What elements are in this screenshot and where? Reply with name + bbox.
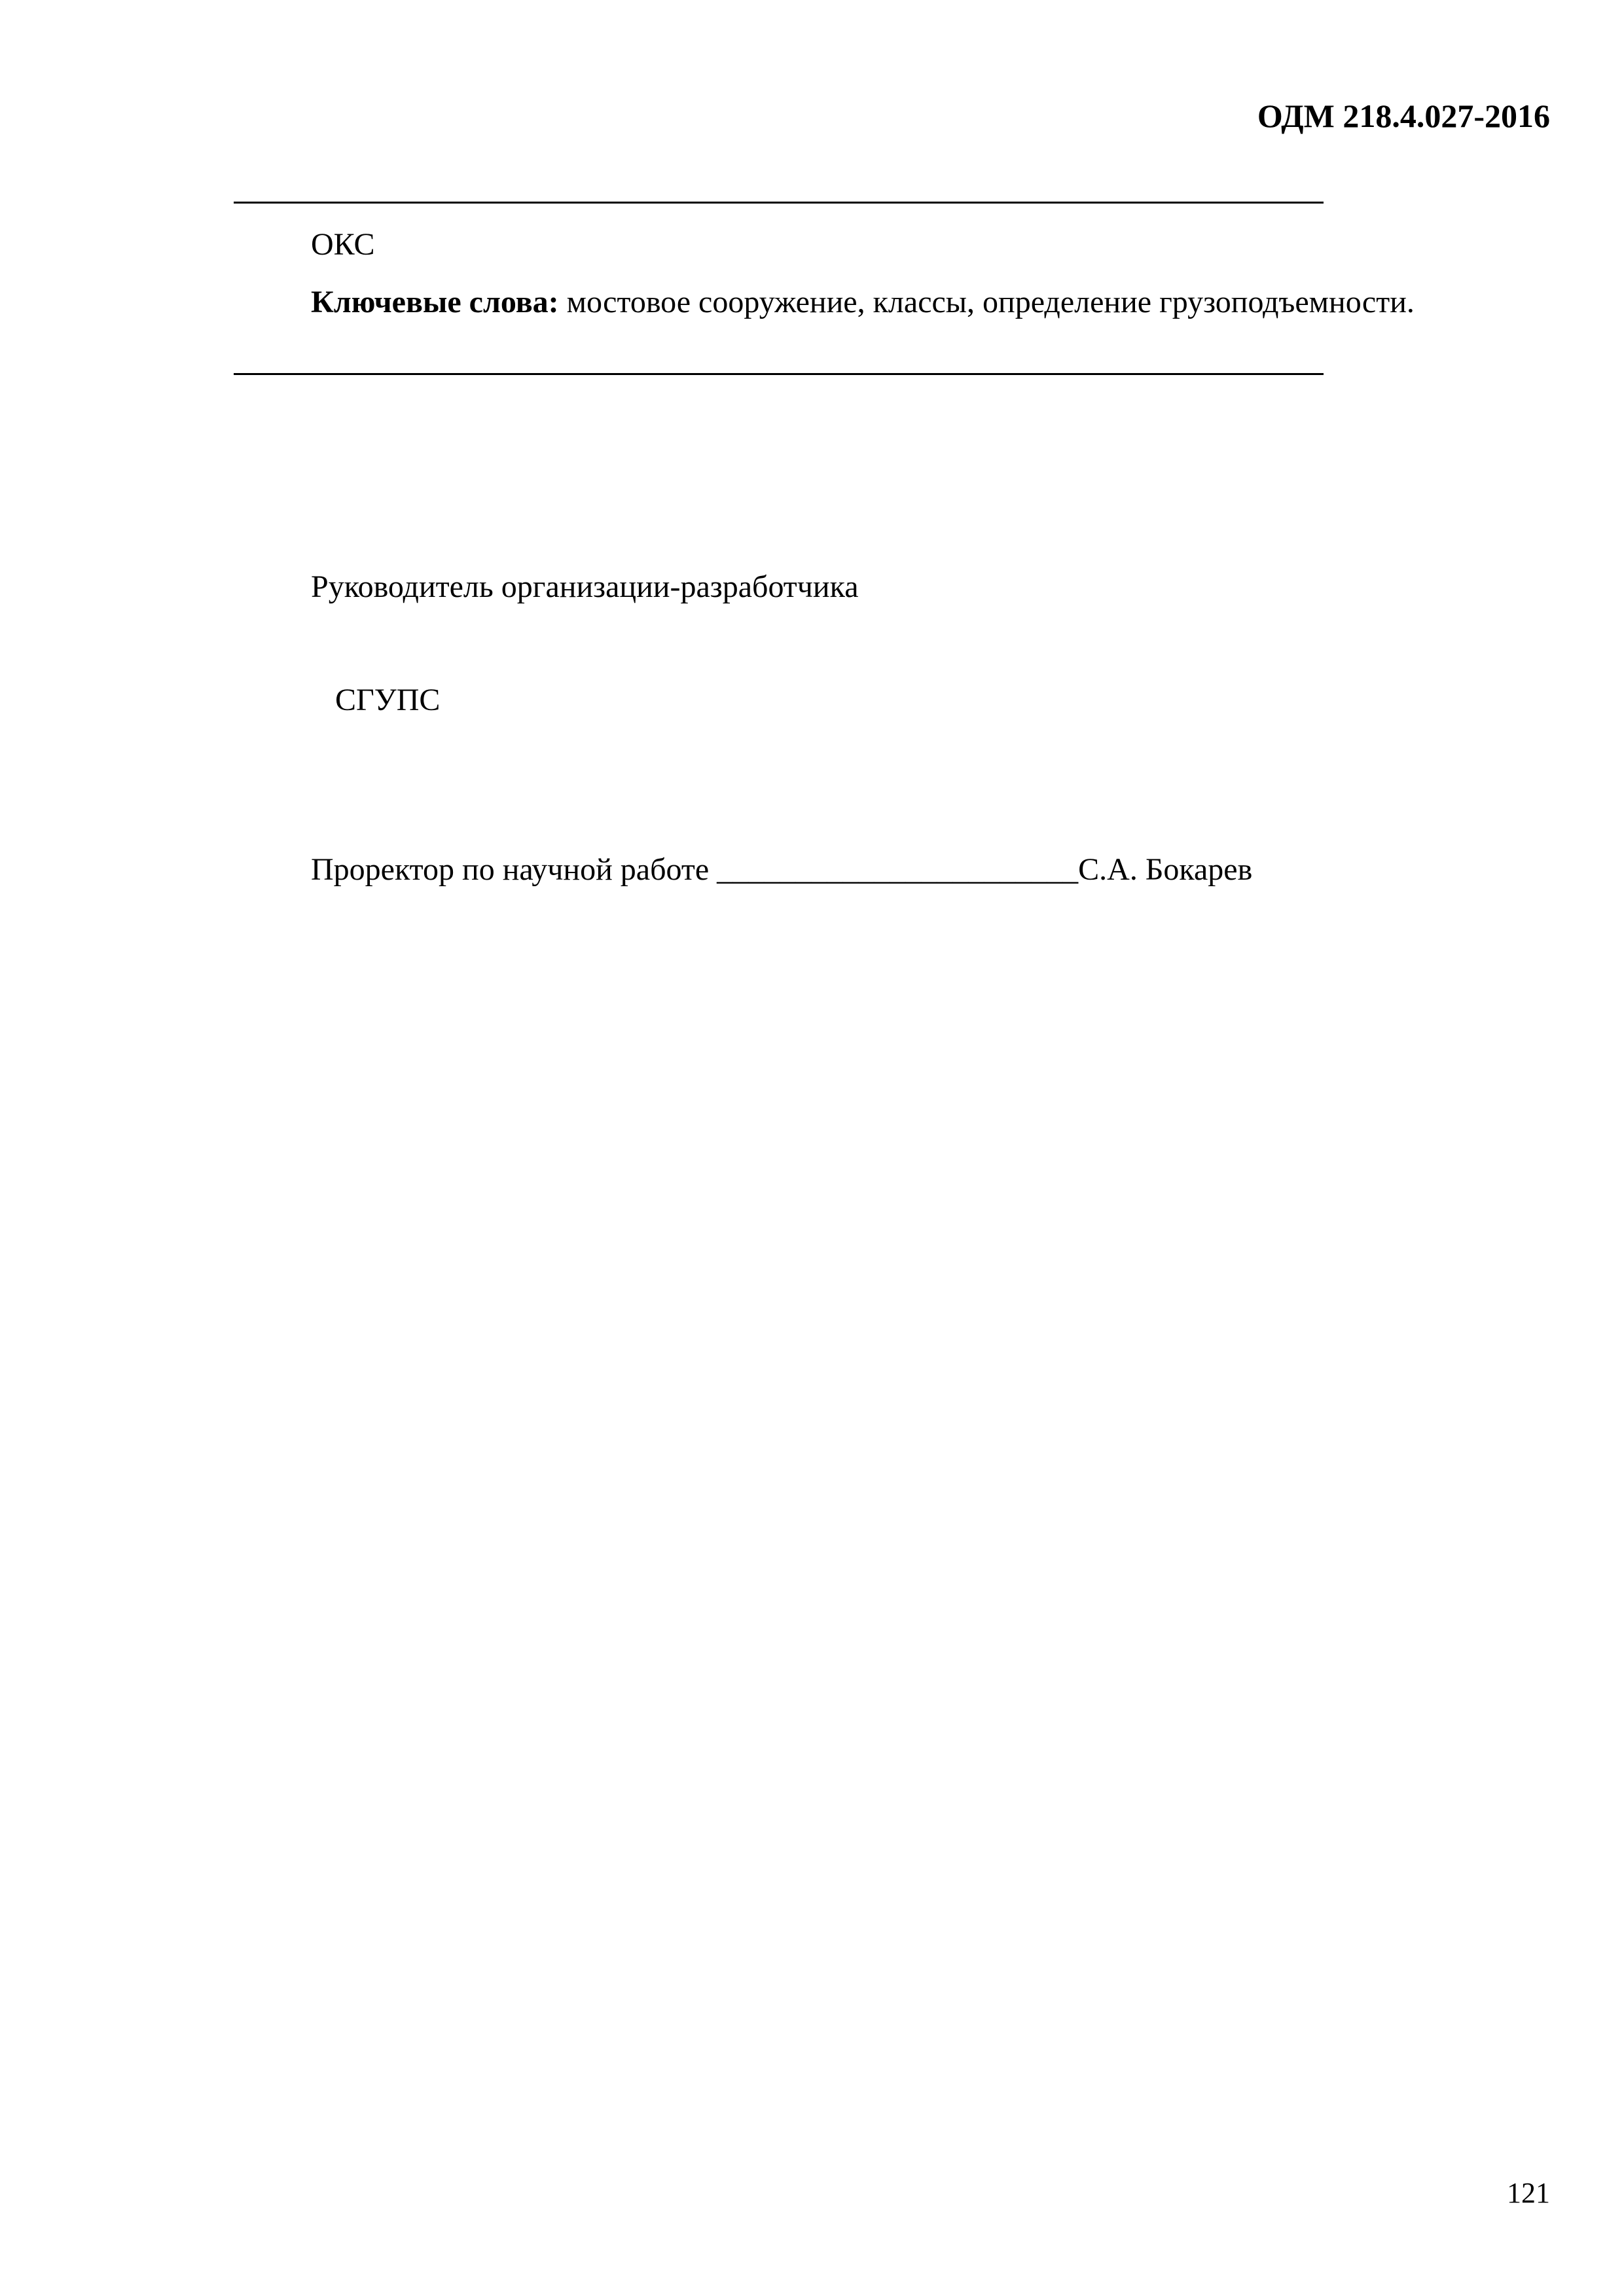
classifier-label: ОКС bbox=[311, 227, 375, 262]
keywords-text: мостовое сооружение, классы, определение грузоподъемности. bbox=[558, 285, 1415, 319]
top-divider bbox=[234, 202, 1324, 204]
bottom-divider bbox=[234, 373, 1324, 375]
signature-blank: _______________________ bbox=[717, 852, 1079, 887]
signer-position: Проректор по научной работе bbox=[311, 852, 717, 887]
keywords-line bbox=[311, 287, 1415, 318]
keywords-label: Ключевые слова: bbox=[311, 285, 559, 319]
signature-line bbox=[311, 854, 1252, 886]
organization-name: СГУПС bbox=[335, 683, 441, 717]
head-of-organization-title: Руководитель организации-разработчика bbox=[311, 569, 859, 604]
page-number: 121 bbox=[1507, 2177, 1550, 2209]
signer-name: С.А. Бокарев bbox=[1078, 852, 1253, 887]
document-code: ОДМ 218.4.027-2016 bbox=[1257, 98, 1550, 134]
